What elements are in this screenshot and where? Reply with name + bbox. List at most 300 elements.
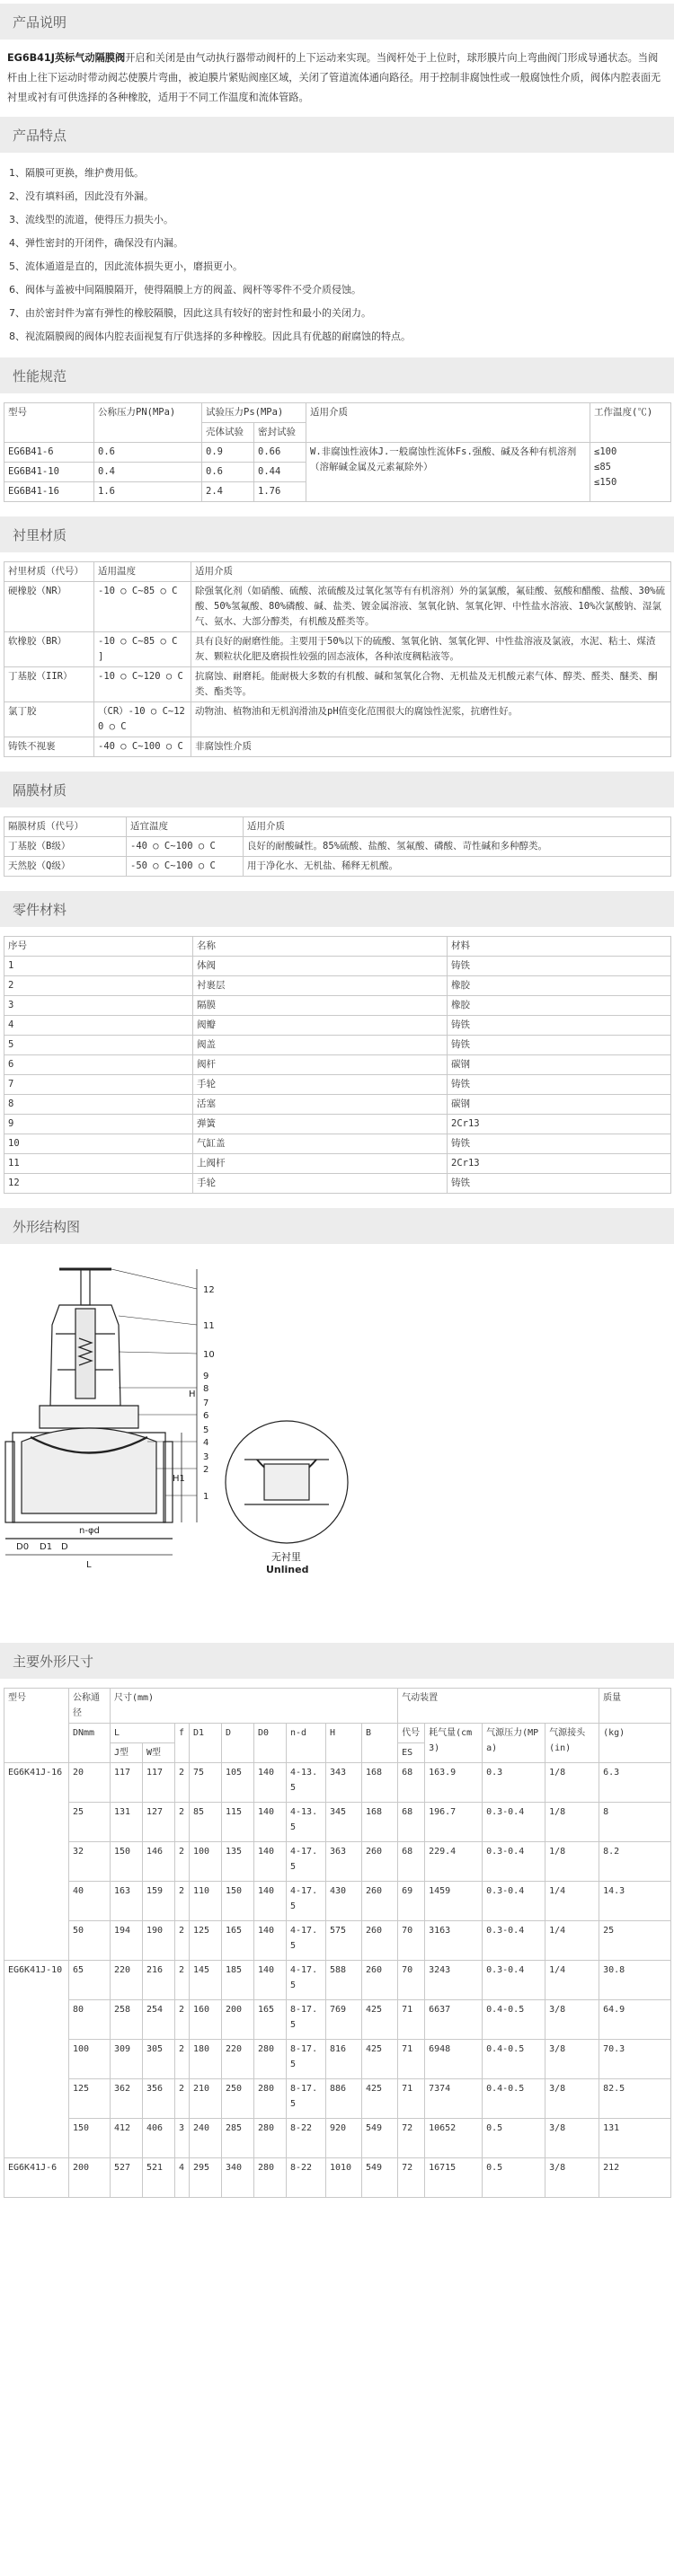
temp-value: ≤150 [594, 477, 617, 488]
cell: 82.5 [599, 2079, 671, 2119]
cell: 163.9 [425, 1763, 483, 1803]
cell: 165 [222, 1921, 254, 1961]
cell: 64.9 [599, 2000, 671, 2040]
cell: 4 [4, 1016, 193, 1036]
cell: 343 [326, 1763, 362, 1803]
cell: 4-17.5 [287, 1882, 326, 1921]
cell: 1.76 [254, 482, 306, 502]
section-features-header [0, 117, 674, 153]
section-diaphragm-header [0, 772, 674, 807]
dim-label: H1 [173, 1474, 185, 1484]
table-row [4, 1803, 671, 1842]
feature-item: 1、隔膜可更换，维护费用低。 [9, 167, 144, 179]
cell: 150 [111, 1842, 143, 1882]
cell: 280 [254, 2079, 287, 2119]
cell: 6948 [425, 2040, 483, 2079]
dim-label: D [61, 1542, 68, 1552]
cell: 521 [143, 2158, 175, 2198]
cell: 340 [222, 2158, 254, 2198]
cell: 1/8 [545, 1763, 599, 1803]
cell: 425 [362, 2079, 398, 2119]
section-intro-header [0, 4, 674, 40]
cell: 71 [398, 2079, 425, 2119]
cell: 150 [222, 1882, 254, 1921]
cell: -10 ○ C~85 ○ C [94, 582, 191, 632]
table-row [4, 1036, 671, 1055]
header-cell: 气源压力(MPa) [483, 1724, 545, 1763]
cell: 190 [143, 1921, 175, 1961]
section-features-title: 产品特点 [13, 127, 67, 144]
header-cell: 耗气量(cm3) [425, 1724, 483, 1763]
temp-cell [590, 443, 671, 502]
cell: 1/4 [545, 1882, 599, 1921]
cell: 140 [254, 1842, 287, 1882]
header-cell: D [222, 1724, 254, 1763]
header-cell: 密封试验 [254, 423, 306, 443]
table-row [4, 1055, 671, 1075]
cell: 362 [111, 2079, 143, 2119]
cell: 212 [599, 2158, 671, 2198]
cell: 1/4 [545, 1921, 599, 1961]
cell: 30.8 [599, 1961, 671, 2000]
cell: 1010 [326, 2158, 362, 2198]
cell: 8 [4, 1095, 193, 1115]
cell: 铸铁 [448, 1036, 671, 1055]
feature-item: 3、流线型的流道，使得压力损失小。 [9, 214, 173, 225]
cell: 2 [175, 1763, 190, 1803]
cell: 2Cr13 [448, 1154, 671, 1174]
table-row [4, 1134, 671, 1154]
cell: 75 [190, 1763, 222, 1803]
callout-label: 11 [203, 1321, 215, 1331]
cell: 3 [175, 2119, 190, 2158]
cell: 425 [362, 2000, 398, 2040]
cell: 527 [111, 2158, 143, 2198]
section-performance-title: 性能规范 [13, 367, 67, 384]
table-row [4, 1075, 671, 1095]
cell: 105 [222, 1763, 254, 1803]
header-cell: D0 [254, 1724, 287, 1763]
cell: 168 [362, 1803, 398, 1842]
cell: 4 [175, 2158, 190, 2198]
cell: 2 [4, 976, 193, 996]
cell: 240 [190, 2119, 222, 2158]
section-dimensions-header [0, 1643, 674, 1679]
table-row [4, 632, 671, 667]
cell: 1/8 [545, 1842, 599, 1882]
cell: 140 [254, 1961, 287, 2000]
header-cell: n-d [287, 1724, 326, 1763]
cell: 1 [4, 957, 193, 976]
cell: 345 [326, 1803, 362, 1842]
cell: 4-17.5 [287, 1842, 326, 1882]
header-cell: 适用介质 [191, 562, 671, 582]
table-row [4, 976, 671, 996]
cell: 良好的耐酸碱性。85%硫酸、盐酸、氢氟酸、磷酸、苛性碱和多种醇类。 [244, 837, 671, 857]
callout-label: 4 [203, 1438, 209, 1448]
cell: 140 [254, 1921, 287, 1961]
cell: 铸铁 [448, 1075, 671, 1095]
cell: 阀盖 [193, 1036, 448, 1055]
callout-label: 3 [203, 1452, 209, 1462]
cell: 3/8 [545, 2158, 599, 2198]
cell: 117 [111, 1763, 143, 1803]
cell: 430 [326, 1882, 362, 1921]
cell: 7 [4, 1075, 193, 1095]
callout-label: 1 [203, 1492, 209, 1502]
cell: -50 ○ C~100 ○ C [127, 857, 244, 877]
header-cell: D1 [190, 1724, 222, 1763]
header-cell: 公称通径 [69, 1689, 111, 1724]
cell: EG6B41-16 [4, 482, 94, 502]
cell: 125 [190, 1921, 222, 1961]
header-cell: 适用介质 [244, 817, 671, 837]
cell: 8-17.5 [287, 2079, 326, 2119]
cell: 8-17.5 [287, 2040, 326, 2079]
cell: 0.6 [202, 463, 254, 482]
cell: 软橡胶（BR） [4, 632, 94, 667]
cell: 硬橡胶（NR） [4, 582, 94, 632]
cell: 135 [222, 1842, 254, 1882]
cell: 769 [326, 2000, 362, 2040]
cell: 280 [254, 2158, 287, 2198]
cell: 11 [4, 1154, 193, 1174]
cell: 305 [143, 2040, 175, 2079]
cell: 131 [111, 1803, 143, 1842]
header-cell: J型 [111, 1743, 143, 1763]
table-row [4, 2040, 671, 2079]
callout-label: 10 [203, 1350, 215, 1360]
section-structure-title: 外形结构图 [13, 1218, 81, 1235]
cell: 100 [69, 2040, 111, 2079]
table-row [4, 2000, 671, 2040]
feature-item: 4、弹性密封的开闭件，确保没有内漏。 [9, 237, 183, 249]
cell: 1459 [425, 1882, 483, 1921]
table-row [4, 2079, 671, 2119]
cell: 5 [4, 1036, 193, 1055]
cell: 3/8 [545, 2119, 599, 2158]
cell: 体阀 [193, 957, 448, 976]
cell: 具有良好的耐磨性能。主要用于50%以下的硫酸、氢氧化钠、氢氧化钾、中性盐溶液及氯液，水泥、粘土、煤渣灰、颗粒状化肥及磨损性较强的固态液体，各种浓度稠粘液等。 [191, 632, 671, 667]
header-cell: 适用温度 [94, 562, 191, 582]
cell: 8-22 [287, 2158, 326, 2198]
cell: 3243 [425, 1961, 483, 2000]
unlined-en-label: Unlined [266, 1564, 309, 1575]
cell: 3/8 [545, 2000, 599, 2040]
header-cell: f [175, 1724, 190, 1763]
cell: 549 [362, 2158, 398, 2198]
cell: 抗腐蚀、耐磨耗。能耐极大多数的有机酸、碱和氢氧化合物、无机盐及无机酸元素气体、醇类、醛类、醚类、酮类、酯类等。 [191, 667, 671, 702]
callout-label: 6 [203, 1411, 209, 1421]
cell: 159 [143, 1882, 175, 1921]
model-cell: EG6K41J-16 [4, 1763, 69, 1961]
cell: 194 [111, 1921, 143, 1961]
cell: 铸铁 [448, 957, 671, 976]
header-cell: 序号 [4, 937, 193, 957]
cell: 220 [111, 1961, 143, 2000]
cell: 14.3 [599, 1882, 671, 1921]
dim-label: D0 [16, 1542, 30, 1552]
header-cell: B [362, 1724, 398, 1763]
temp-value: ≤85 [594, 462, 611, 472]
cell: 3/8 [545, 2040, 599, 2079]
cell: 200 [69, 2158, 111, 2198]
performance-table [4, 402, 671, 502]
cell: 8.2 [599, 1842, 671, 1882]
table-row [4, 737, 671, 757]
feature-item: 6、阀体与盖被中间隔膜隔开，使得隔膜上方的阀盖、阀杆等零件不受介质侵蚀。 [9, 284, 361, 296]
cell: 0.3-0.4 [483, 1961, 545, 2000]
cell: 8-22 [287, 2119, 326, 2158]
header-cell: H [326, 1724, 362, 1763]
callout-label: 2 [203, 1465, 209, 1475]
header-cell: 适宜温度 [127, 817, 244, 837]
cell: 4-17.5 [287, 1961, 326, 2000]
cell: 80 [69, 2000, 111, 2040]
section-performance-header [0, 357, 674, 393]
cell: 886 [326, 2079, 362, 2119]
cell: 216 [143, 1961, 175, 2000]
cell: 0.4-0.5 [483, 2000, 545, 2040]
cell: 196.7 [425, 1803, 483, 1842]
model-cell: EG6K41J-10 [4, 1961, 69, 2158]
cell: 309 [111, 2040, 143, 2079]
table-row [4, 2158, 671, 2198]
cell: 588 [326, 1961, 362, 2000]
cell: 125 [69, 2079, 111, 2119]
cell: 2 [175, 1921, 190, 1961]
table-row [4, 1763, 671, 1803]
cell: 橡胶 [448, 976, 671, 996]
cell: 65 [69, 1961, 111, 2000]
cell: 549 [362, 2119, 398, 2158]
cell: 260 [362, 1961, 398, 2000]
cell: 氯丁胶 [4, 702, 94, 737]
cell: 4-13.5 [287, 1763, 326, 1803]
cell: 4-17.5 [287, 1921, 326, 1961]
cell: -10 ○ C~85 ○ C ] [94, 632, 191, 667]
table-row [4, 996, 671, 1016]
cell: 160 [190, 2000, 222, 2040]
cell: 145 [190, 1961, 222, 2000]
callout-label: 8 [203, 1384, 209, 1394]
cell: 3/8 [545, 2079, 599, 2119]
dim-label: D1 [40, 1542, 53, 1552]
cell: 412 [111, 2119, 143, 2158]
table-row [4, 1154, 671, 1174]
cell: 橡胶 [448, 996, 671, 1016]
parts-table [4, 936, 671, 1194]
cell: 2 [175, 1803, 190, 1842]
table-row [4, 1842, 671, 1882]
cell: 295 [190, 2158, 222, 2198]
cell: 140 [254, 1803, 287, 1842]
feature-item: 7、由於密封件为富有弹性的橡胶隔膜，因此这具有较好的密封性和最小的关闭力。 [9, 307, 371, 319]
cell: 250 [222, 2079, 254, 2119]
cell: （CR）-10 ○ C~120 ○ C [94, 702, 191, 737]
table-row [4, 582, 671, 632]
header-cell: DNmm [69, 1724, 111, 1763]
cell: 0.4-0.5 [483, 2079, 545, 2119]
header-cell: ES [398, 1743, 425, 1763]
section-dimensions-title: 主要外形尺寸 [13, 1653, 94, 1670]
cell: 25 [599, 1921, 671, 1961]
cell: 260 [362, 1921, 398, 1961]
cell: 2 [175, 1842, 190, 1882]
header-cell: 气动装置 [398, 1689, 599, 1724]
section-lining-header [0, 516, 674, 552]
cell: 146 [143, 1842, 175, 1882]
cell: 12 [4, 1174, 193, 1194]
table-row [4, 1095, 671, 1115]
cell: 0.4-0.5 [483, 2040, 545, 2079]
cell: 1/4 [545, 1961, 599, 2000]
cell: 68 [398, 1763, 425, 1803]
section-intro-title: 产品说明 [13, 13, 67, 31]
header-cell: 质量 [599, 1689, 671, 1724]
cell: 除强氧化剂（如硝酸、硫酸、浓硫酸及过氧化氢等有有机溶剂）外的氯氯酸，氟硅酸、氨酸和醋酸、盐酸、30%硫酸、50%氢氟酸、80%磷酸、碱、盐类、镀金属溶液、氢氧化钠、氢氧化钾、中性盐水溶液、10%次氯酸钠、湿氯气、氨水、大部分醇类，有机酸及醛类等。 [191, 582, 671, 632]
table-row [4, 837, 671, 857]
cell: 丁基胶（IIR） [4, 667, 94, 702]
medium-cell: W.非腐蚀性液体J.一般腐蚀性流体Fs.强酸、碱及各种有机溶剂（溶解碱金属及元素氟除外） [306, 443, 590, 502]
cell: 铸铁不视裹 [4, 737, 94, 757]
cell: 25 [69, 1803, 111, 1842]
cell: 6.3 [599, 1763, 671, 1803]
cell: 254 [143, 2000, 175, 2040]
temp-value: ≤100 [594, 446, 617, 457]
cell: 动物油、植物油和无机润滑油及pH值变化范围很大的腐蚀性泥浆，抗磨性好。 [191, 702, 671, 737]
cell: 阀瓣 [193, 1016, 448, 1036]
cell: 229.4 [425, 1842, 483, 1882]
header-cell: 适用介质 [306, 403, 590, 443]
cell: 71 [398, 2000, 425, 2040]
header-cell: 衬里材质（代号） [4, 562, 94, 582]
cell: -40 ○ C~100 ○ C [94, 737, 191, 757]
cell: 72 [398, 2119, 425, 2158]
table-row [4, 443, 671, 463]
cell: 258 [111, 2000, 143, 2040]
feature-item: 8、视流隔膜阀的阀体内腔表面视复有厅供选择的多种橡胶。因此具有优越的耐腐蚀的特点。 [9, 331, 411, 342]
feature-item: 2、没有填料函，因此没有外漏。 [9, 190, 154, 202]
intro-text: 开启和关闭是由气动执行器带动阀杆的上下运动来实现。当阀杆处于上位时，球形膜片向上弯曲阀门形成导通状态。当阀杆由上往下运动时带动阀芯使膜片弯曲，被迫膜片紧贴阀座区域，关闭了管道流体通向路径。用于控制非腐蚀性或一般腐蚀性介质，阀体内腔表面无衬里或衬有可供选择的各种橡胶，适用于不同工作温度和流体管路。 [7, 52, 661, 103]
cell: 铸铁 [448, 1134, 671, 1154]
table-row [4, 1961, 671, 2000]
cell: 20 [69, 1763, 111, 1803]
cell: 68 [398, 1842, 425, 1882]
table-row [4, 1016, 671, 1036]
cell: 1/8 [545, 1803, 599, 1842]
intro-paragraph [0, 49, 674, 108]
cell: 阀杆 [193, 1055, 448, 1075]
cell: 手轮 [193, 1174, 448, 1194]
cell: 碳钢 [448, 1095, 671, 1115]
cell: 0.5 [483, 2119, 545, 2158]
section-lining-title: 衬里材质 [13, 526, 67, 543]
cell: 0.3 [483, 1763, 545, 1803]
cell: 铸铁 [448, 1174, 671, 1194]
cell: 71 [398, 2040, 425, 2079]
section-parts-header [0, 891, 674, 927]
features-list [0, 162, 674, 348]
cell: 363 [326, 1842, 362, 1882]
cell: 285 [222, 2119, 254, 2158]
cell: 185 [222, 1961, 254, 2000]
cell: 117 [143, 1763, 175, 1803]
cell: 3163 [425, 1921, 483, 1961]
cell: 220 [222, 2040, 254, 2079]
dimensions-body [4, 1763, 671, 2198]
cell: 弹簧 [193, 1115, 448, 1134]
cell: 168 [362, 1763, 398, 1803]
cell: 10 [4, 1134, 193, 1154]
header-cell: 尺寸(mm) [111, 1689, 398, 1724]
cell: 2 [175, 1882, 190, 1921]
dim-label: L [86, 1560, 92, 1570]
cell: 70.3 [599, 2040, 671, 2079]
cell: 110 [190, 1882, 222, 1921]
cell: 8 [599, 1803, 671, 1842]
cell: 127 [143, 1803, 175, 1842]
cell: 85 [190, 1803, 222, 1842]
cell: 69 [398, 1882, 425, 1921]
header-cell: 气源接头(in) [545, 1724, 599, 1763]
table-row [4, 1174, 671, 1194]
cell: 气缸盖 [193, 1134, 448, 1154]
cell: 7374 [425, 2079, 483, 2119]
cell: -10 ○ C~120 ○ C [94, 667, 191, 702]
table-row [4, 957, 671, 976]
cell: 1.6 [94, 482, 202, 502]
header-cell: 型号 [4, 1689, 69, 1763]
callout-label: 12 [203, 1285, 215, 1295]
header-cell: 公称压力PN(MPa) [94, 403, 202, 443]
cell: 0.3-0.4 [483, 1921, 545, 1961]
header-cell: 代号 [398, 1724, 425, 1743]
section-diaphragm-title: 隔膜材质 [13, 781, 67, 798]
cell: 6637 [425, 2000, 483, 2040]
cell: 163 [111, 1882, 143, 1921]
cell: 衬裹层 [193, 976, 448, 996]
header-cell: 工作温度(℃) [590, 403, 671, 443]
cell: 9 [4, 1115, 193, 1134]
cell: 115 [222, 1803, 254, 1842]
cell: 200 [222, 2000, 254, 2040]
table-row [4, 857, 671, 877]
header-cell: 试验压力Ps(MPa) [202, 403, 306, 423]
section-structure-header [0, 1208, 674, 1244]
cell: 0.9 [202, 443, 254, 463]
cell: 10652 [425, 2119, 483, 2158]
cell: 140 [254, 1882, 287, 1921]
cell: 70 [398, 1921, 425, 1961]
header-cell: L [111, 1724, 175, 1743]
cell: 上阀杆 [193, 1154, 448, 1174]
cell: 非腐蚀性介质 [191, 737, 671, 757]
cell: 2 [175, 1961, 190, 2000]
unlined-cn-label: 无衬里 [271, 1551, 301, 1563]
valve-structure-diagram [4, 1253, 670, 1630]
cell: 0.3-0.4 [483, 1803, 545, 1842]
cell: 150 [69, 2119, 111, 2158]
header-cell: 隔膜材质（代号） [4, 817, 127, 837]
section-parts-title: 零件材料 [13, 901, 67, 918]
cell: 2Cr13 [448, 1115, 671, 1134]
cell: 4-13.5 [287, 1803, 326, 1842]
cell: 6 [4, 1055, 193, 1075]
table-row [4, 1921, 671, 1961]
cell: 100 [190, 1842, 222, 1882]
table-row [4, 702, 671, 737]
